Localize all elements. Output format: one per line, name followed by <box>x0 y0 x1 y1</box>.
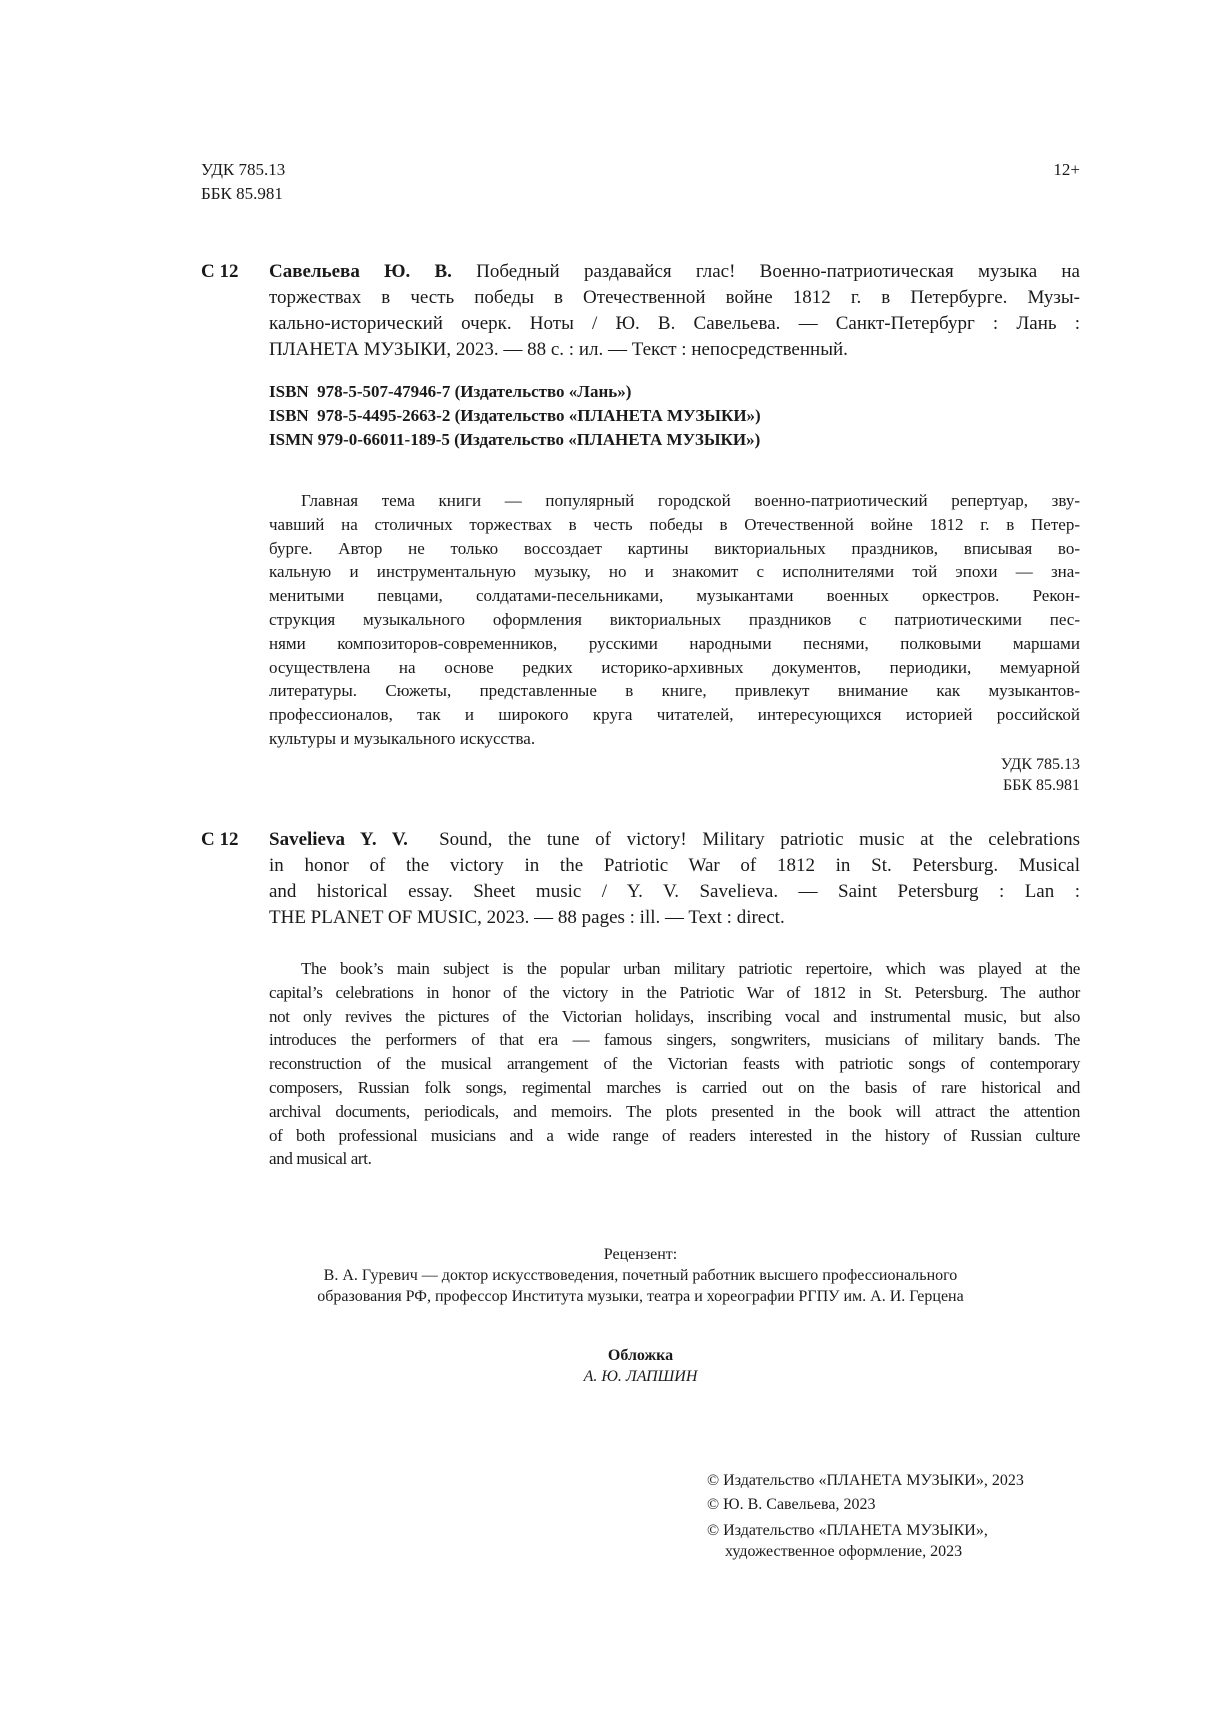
ru-entry-classification <box>880 754 1080 796</box>
reviewer-line-2: образования РФ, профессор Института музыки, театра и хореографии РГПУ им. А. И. Герцена <box>317 1288 964 1305</box>
header-classification <box>201 158 401 206</box>
en-entry-description <box>269 827 1080 931</box>
ru-entry-line-1: Савельева Ю. В. Победный раздавайся глас! Военно-патриотическая музыка на <box>269 261 1080 282</box>
cover-artist: А. Ю. ЛАПШИН <box>583 1368 698 1385</box>
isbn-block <box>269 380 1080 451</box>
ru-abstract-line: чавший на столичных торжествах в честь победы в Отечественной войне 1812 г. в Петер- <box>269 514 1080 534</box>
en-abstract-line: and musical art. <box>269 1149 372 1169</box>
copyright-line: © Ю. В. Савельева, 2023 <box>707 1496 876 1513</box>
copyright-block <box>707 1470 1087 1562</box>
reviewer-block <box>201 1244 1080 1307</box>
ru-abstract-line: профессионалов, так и широкого круга читателей, интересующихся историей российской <box>269 705 1080 725</box>
ru-entry-line-2: торжествах в честь победы в Отечественной войне 1812 г. в Петербурге. Музы- <box>269 287 1080 308</box>
isbn-planeta: ISBN 978-5-4495-2663-2 (Издательство «ПЛАНЕТА МУЗЫКИ») <box>269 405 761 425</box>
ru-abstract-line: литературы. Сюжеты, представленные в книге, привлекут внимание как музыкантов- <box>269 681 1080 701</box>
en-entry-line-2: in honor of the victory in the Patriotic War of 1812 in St. Petersburg. Musical <box>269 855 1080 876</box>
ru-entry-line-3: кально-исторический очерк. Ноты / Ю. В. Савельева. — Санкт-Петербург : Лань : <box>269 313 1080 334</box>
ru-abstract-line: культуры и музыкального искусства. <box>269 728 536 748</box>
ru-abstract-line: осуществлена на основе редких историко-архивных документов, периодики, мемуарной <box>269 657 1080 677</box>
copyright-line: художественное оформление, 2023 <box>725 1543 963 1560</box>
ru-entry-bbk: ББК 85.981 <box>1002 777 1080 794</box>
reviewer-label: Рецензент: <box>603 1246 678 1263</box>
ru-abstract-line: менитыми певцами, солдатами-песельниками, музыкантами военных оркестров. Рекон- <box>269 586 1080 606</box>
reviewer-line-1: В. А. Гуревич — доктор искусствоведения, почетный работник высшего профессионального <box>323 1267 958 1284</box>
copyright-line: © Издательство «ПЛАНЕТА МУЗЫКИ», <box>707 1522 988 1539</box>
ismn-planeta: ISMN 979-0-66011-189-5 (Издательство «ПЛАНЕТА МУЗЫКИ») <box>269 429 761 449</box>
en-abstract-line: The book’s main subject is the popular urban military patriotic repertoire, which was played at the <box>301 959 1080 978</box>
en-abstract-line: of both professional musicians and a wide range of readers interested in the history of Russian culture <box>269 1125 1080 1145</box>
ru-abstract-line: бурге. Автор не только воссоздает картины викториальных праздников, вписывая во- <box>269 538 1080 558</box>
ru-abstract-line: струкция музыкального оформления викториальных праздников с патриотическими пес- <box>269 609 1080 629</box>
ru-abstract-line: нями композиторов-современников, русскими народными песнями, полковыми маршами <box>269 633 1080 653</box>
en-abstract-line: reconstruction of the musical arrangement of the Victorian feasts with patriotic songs of contemporary <box>269 1054 1080 1074</box>
cover-block <box>201 1345 1080 1387</box>
en-abstract-line: archival documents, periodicals, and memoirs. The plots presented in the book will attract the attention <box>269 1101 1080 1121</box>
age-rating: 12+ <box>1053 160 1080 179</box>
copyright-line: © Издательство «ПЛАНЕТА МУЗЫКИ», 2023 <box>707 1472 1024 1489</box>
en-entry-line-1: Savelieva Y. V. Sound, the tune of victory! Military patriotic music at the celebrations <box>269 829 1081 850</box>
header-udk: УДК 785.13 <box>201 160 286 179</box>
en-abstract-line: not only revives the pictures of the Victorian holidays, inscribing vocal and instrumental music, but also <box>269 1006 1080 1026</box>
en-abstract <box>269 957 1080 1171</box>
en-entry-author: Savelieva Y. V. <box>269 829 408 850</box>
ru-abstract-line: кальную и инструментальную музыку, но и знакомит с исполнителями той эпохи — зна- <box>269 562 1080 582</box>
en-abstract-line: capital’s celebrations in honor of the victory in the Patriotic War of 1812 in St. Petersburg. The author <box>269 982 1080 1002</box>
isbn-lan: ISBN 978-5-507-47946-7 (Издательство «Лань») <box>269 382 632 401</box>
en-abstract-line: introduces the performers of that era — famous singers, songwriters, musicians of military bands. The <box>269 1030 1080 1050</box>
ru-entry-description <box>269 259 1080 363</box>
header-bbk: ББК 85.981 <box>201 183 283 203</box>
ru-entry-line-4: ПЛАНЕТА МУЗЫКИ, 2023. — 88 с. : ил. — Текст : непосредственный. <box>269 339 848 360</box>
ru-entry-udk: УДК 785.13 <box>1000 756 1080 773</box>
ru-abstract-line: Главная тема книги — популярный городской военно-патриотический репертуар, зву- <box>301 491 1080 510</box>
cover-label: Обложка <box>607 1347 674 1364</box>
en-entry-code: С 12 <box>201 829 239 850</box>
en-entry-line-4: THE PLANET OF MUSIC, 2023. — 88 pages : ill. — Text : direct. <box>269 907 785 928</box>
ru-entry-code: С 12 <box>201 261 239 282</box>
ru-abstract <box>269 489 1080 751</box>
en-entry-line-3: and historical essay. Sheet music / Y. V. Savelieva. — Saint Petersburg : Lan : <box>269 881 1080 902</box>
en-abstract-line: composers, Russian folk songs, regimental marches is carried out on the basis of rare historical and <box>269 1077 1080 1097</box>
ru-entry-author: Савельева Ю. В. <box>269 261 452 282</box>
